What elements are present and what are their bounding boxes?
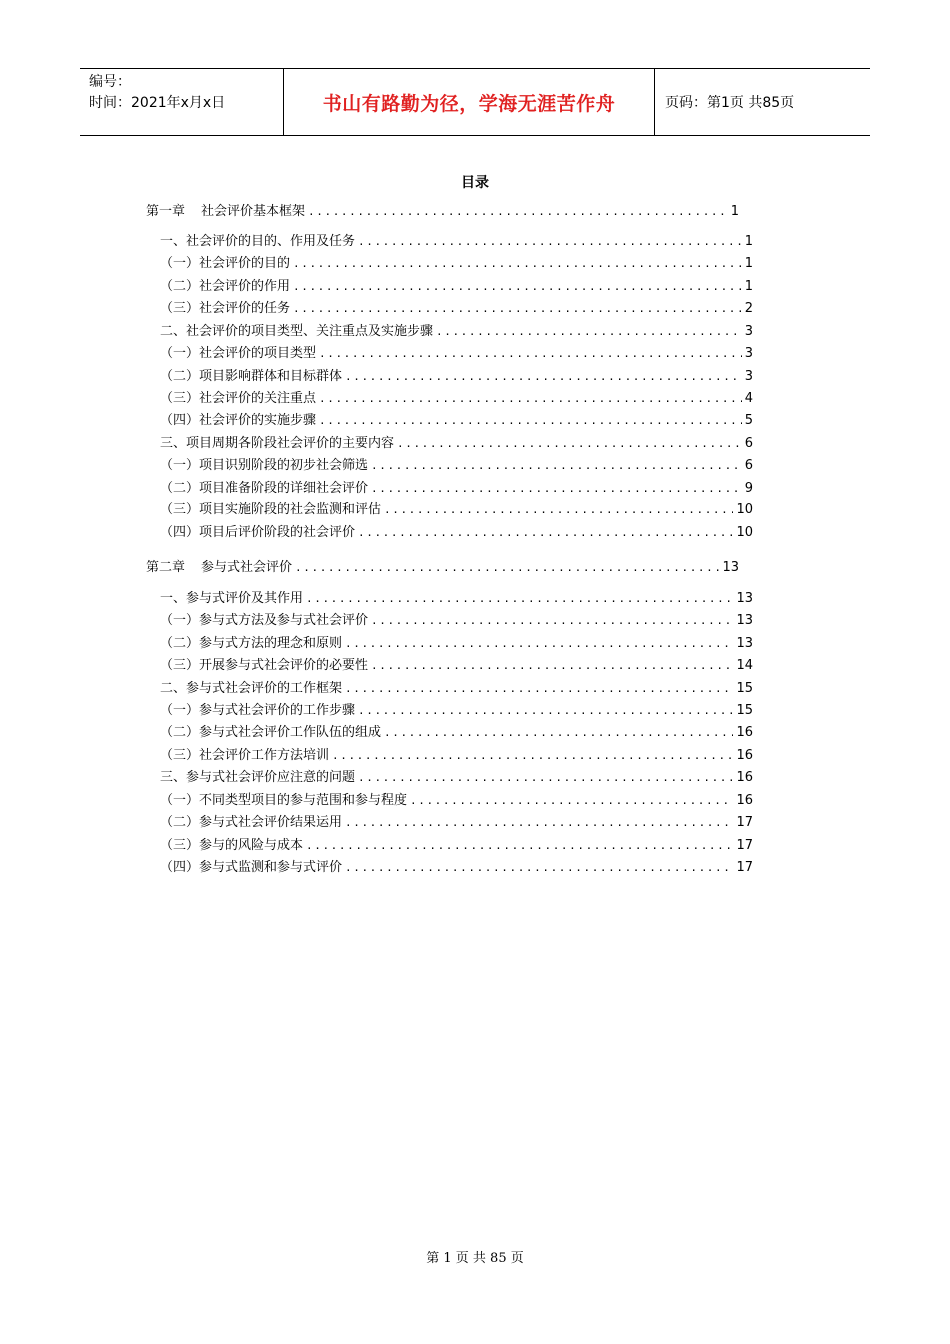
toc-leader-dots — [308, 202, 728, 222]
toc-entry-text: （一）参与式社会评价的工作步骤 — [160, 703, 356, 718]
toc-page-number: 1 — [744, 256, 753, 271]
toc-chapter-number: 第一章 — [146, 204, 186, 219]
toc-leader-dots — [371, 611, 733, 631]
toc-subsection-entry[interactable] — [146, 344, 753, 364]
toc-leader-dots — [371, 456, 742, 476]
toc-entry-text: （三）社会评价工作方法培训 — [160, 748, 330, 763]
toc-subsection-entry[interactable] — [146, 254, 753, 274]
toc-leader-dots — [293, 277, 742, 297]
toc-entry-text: （二）参与式方法的理念和原则 — [160, 636, 343, 651]
toc-entry-label — [160, 299, 290, 319]
toc-section-entry[interactable] — [146, 589, 753, 609]
toc-section-entry[interactable] — [146, 679, 753, 699]
toc-entry-label — [160, 523, 355, 543]
toc-entry-text: 二、参与式社会评价的工作框架 — [160, 681, 343, 696]
toc-entry-text: （二）参与式社会评价工作队伍的组成 — [160, 725, 382, 740]
toc-subsection-entry[interactable] — [146, 299, 753, 319]
toc-subsection-entry[interactable] — [146, 411, 753, 431]
toc-entry-label — [160, 836, 303, 856]
header-meta — [80, 69, 283, 135]
toc-page-number: 17 — [736, 815, 753, 830]
toc-entry-label — [160, 589, 303, 609]
toc-page-number: 1 — [730, 204, 739, 219]
toc-page-number: 9 — [744, 481, 753, 496]
toc-leader-dots — [293, 299, 742, 319]
toc-section-entry[interactable] — [146, 322, 753, 342]
toc-leader-dots — [345, 858, 733, 878]
toc-entry-text: （一）项目识别阶段的初步社会筛选 — [160, 458, 369, 473]
toc-subsection-entry[interactable] — [146, 701, 753, 721]
toc-page-number: 17 — [736, 838, 753, 853]
toc-section-entry[interactable] — [146, 232, 753, 252]
toc-page-number: 16 — [736, 770, 753, 785]
toc-page-number: 4 — [744, 391, 753, 406]
toc-page-number: 3 — [744, 324, 753, 339]
toc-page-number: 6 — [744, 436, 753, 451]
toc-page-number: 14 — [736, 658, 753, 673]
page-header — [80, 68, 870, 136]
toc-entry-text: （三）参与的风险与成本 — [160, 838, 304, 853]
toc-subsection-entry[interactable] — [146, 367, 753, 387]
document-date: 时间：2021年x月x日 — [89, 95, 226, 111]
toc-page-number: 10 — [736, 502, 753, 517]
toc-entry-label — [160, 344, 316, 364]
toc-entry-text: 社会评价基本框架 — [201, 204, 306, 219]
toc-entry-text: 三、参与式社会评价应注意的问题 — [160, 770, 356, 785]
toc-page-number: 16 — [736, 748, 753, 763]
toc-subsection-entry[interactable] — [146, 389, 753, 409]
toc-entry-label — [160, 411, 316, 431]
toc-entry-text: （三）开展参与式社会评价的必要性 — [160, 658, 369, 673]
toc-entry-label — [160, 791, 407, 811]
toc-leader-dots — [306, 836, 733, 856]
toc-subsection-entry[interactable] — [146, 813, 753, 833]
toc-page-number: 3 — [744, 346, 753, 361]
toc-leader-dots — [345, 367, 742, 387]
toc-subsection-entry[interactable] — [146, 523, 753, 543]
toc-leader-dots — [384, 723, 733, 743]
toc-entry-label — [160, 456, 368, 476]
toc-entry-text: 参与式社会评价 — [201, 560, 293, 575]
toc-page-number: 13 — [736, 636, 753, 651]
toc-entry-text: （一）社会评价的项目类型 — [160, 346, 317, 361]
toc-subsection-entry[interactable] — [146, 634, 753, 654]
toc-leader-dots — [397, 434, 742, 454]
toc-entry-text: （一）社会评价的目的 — [160, 256, 291, 271]
toc-entry-label — [160, 611, 368, 631]
toc-subsection-entry[interactable] — [146, 746, 753, 766]
header-page-info: 页码：第1页 共85页 — [665, 95, 795, 111]
toc-subsection-entry[interactable] — [146, 479, 753, 499]
toc-entry-text: 一、社会评价的目的、作用及任务 — [160, 234, 356, 249]
toc-leader-dots — [319, 411, 742, 431]
toc-entry-label — [160, 723, 381, 743]
toc-entry-text: （三）社会评价的关注重点 — [160, 391, 317, 406]
toc-leader-dots — [436, 322, 742, 342]
toc-page-number: 16 — [736, 725, 753, 740]
toc-leader-dots — [358, 523, 733, 543]
toc-subsection-entry[interactable] — [146, 723, 753, 743]
toc-leader-dots — [295, 558, 719, 578]
toc-section-entry[interactable] — [146, 434, 753, 454]
toc-leader-dots — [371, 656, 733, 676]
toc-leader-dots — [410, 791, 733, 811]
toc-page-number: 15 — [736, 703, 753, 718]
toc-entry-label — [160, 479, 368, 499]
toc-entry-text: （一）不同类型项目的参与范围和参与程度 — [160, 793, 408, 808]
toc-entry-text: 一、参与式评价及其作用 — [160, 591, 304, 606]
toc-leader-dots — [306, 589, 733, 609]
toc-leader-dots — [384, 500, 733, 520]
toc-entry-label — [160, 768, 355, 788]
toc-subsection-entry[interactable] — [146, 456, 753, 476]
toc-page-number: 13 — [736, 613, 753, 628]
toc-page-number: 2 — [744, 301, 753, 316]
toc-subsection-entry[interactable] — [146, 611, 753, 631]
toc-entry-text: （三）项目实施阶段的社会监测和评估 — [160, 502, 382, 517]
toc-entry-text: （一）参与式方法及参与式社会评价 — [160, 613, 369, 628]
toc-entry-text: （四）项目后评价阶段的社会评价 — [160, 525, 356, 540]
toc-subsection-entry[interactable] — [146, 836, 753, 856]
toc-entry-label — [160, 277, 290, 297]
toc-leader-dots — [358, 232, 742, 252]
toc-leader-dots — [358, 701, 733, 721]
document-number-label: 编号： — [89, 74, 131, 90]
toc-leader-dots — [319, 344, 742, 364]
toc-page-number: 13 — [736, 591, 753, 606]
toc-entry-text: 二、社会评价的项目类型、关注重点及实施步骤 — [160, 324, 434, 339]
toc-subsection-entry[interactable] — [146, 858, 753, 878]
toc-subsection-entry[interactable] — [146, 791, 753, 811]
toc-entry-text: （二）社会评价的作用 — [160, 279, 291, 294]
toc-leader-dots — [358, 768, 733, 788]
toc-entry-label — [160, 322, 433, 342]
toc-entry-text: （二）项目影响群体和目标群体 — [160, 369, 343, 384]
toc-entry-label — [160, 434, 394, 454]
toc-leader-dots — [345, 813, 733, 833]
toc-page-number: 3 — [744, 369, 753, 384]
toc-entry-label — [160, 679, 342, 699]
toc-entry-label — [160, 858, 342, 878]
toc-entry-label — [160, 656, 368, 676]
toc-leader-dots — [293, 254, 742, 274]
toc-entry-text: （三）社会评价的任务 — [160, 301, 291, 316]
toc-page-number: 16 — [736, 793, 753, 808]
toc-entry-label — [160, 701, 355, 721]
toc-entry-label — [146, 558, 292, 578]
toc-page-number: 1 — [744, 279, 753, 294]
toc-title: 目录 — [461, 175, 489, 191]
toc-section-entry[interactable] — [146, 768, 753, 788]
toc-subsection-entry[interactable] — [146, 500, 753, 520]
toc-leader-dots — [345, 634, 733, 654]
toc-entry-text: （四）参与式监测和参与式评价 — [160, 860, 343, 875]
toc-entry-label — [160, 389, 316, 409]
toc-entry-text: 三、项目周期各阶段社会评价的主要内容 — [160, 436, 395, 451]
toc-entry-label — [160, 813, 342, 833]
toc-entry-text: （二）参与式社会评价结果运用 — [160, 815, 343, 830]
toc-chapter-entry[interactable] — [146, 558, 739, 578]
toc-entry-text: （四）社会评价的实施步骤 — [160, 413, 317, 428]
toc-chapter-entry[interactable] — [146, 202, 739, 222]
toc-entry-label — [160, 634, 342, 654]
page-footer: 第 1 页 共 85 页 — [426, 1251, 524, 1266]
toc-page-number: 6 — [744, 458, 753, 473]
toc-subsection-entry[interactable] — [146, 277, 753, 297]
toc-entry-text: （二）项目准备阶段的详细社会评价 — [160, 481, 369, 496]
toc-page-number: 15 — [736, 681, 753, 696]
toc-page-number: 1 — [744, 234, 753, 249]
toc-page-number: 17 — [736, 860, 753, 875]
toc-entry-label — [160, 232, 355, 252]
toc-page-number: 10 — [736, 525, 753, 540]
toc-leader-dots — [319, 389, 742, 409]
toc-entry-label — [160, 367, 342, 387]
toc-entry-label — [146, 202, 305, 222]
toc-entry-label — [160, 500, 381, 520]
toc-page-number: 13 — [722, 560, 739, 575]
toc-page-number: 5 — [744, 413, 753, 428]
toc-leader-dots — [345, 679, 733, 699]
toc-leader-dots — [332, 746, 733, 766]
toc-subsection-entry[interactable] — [146, 656, 753, 676]
toc-entry-label — [160, 746, 329, 766]
toc-leader-dots — [371, 479, 742, 499]
header-motto: 书山有路勤为径，学海无涯苦作舟 — [283, 69, 655, 135]
toc-chapter-number: 第二章 — [146, 560, 186, 575]
toc-entry-label — [160, 254, 290, 274]
